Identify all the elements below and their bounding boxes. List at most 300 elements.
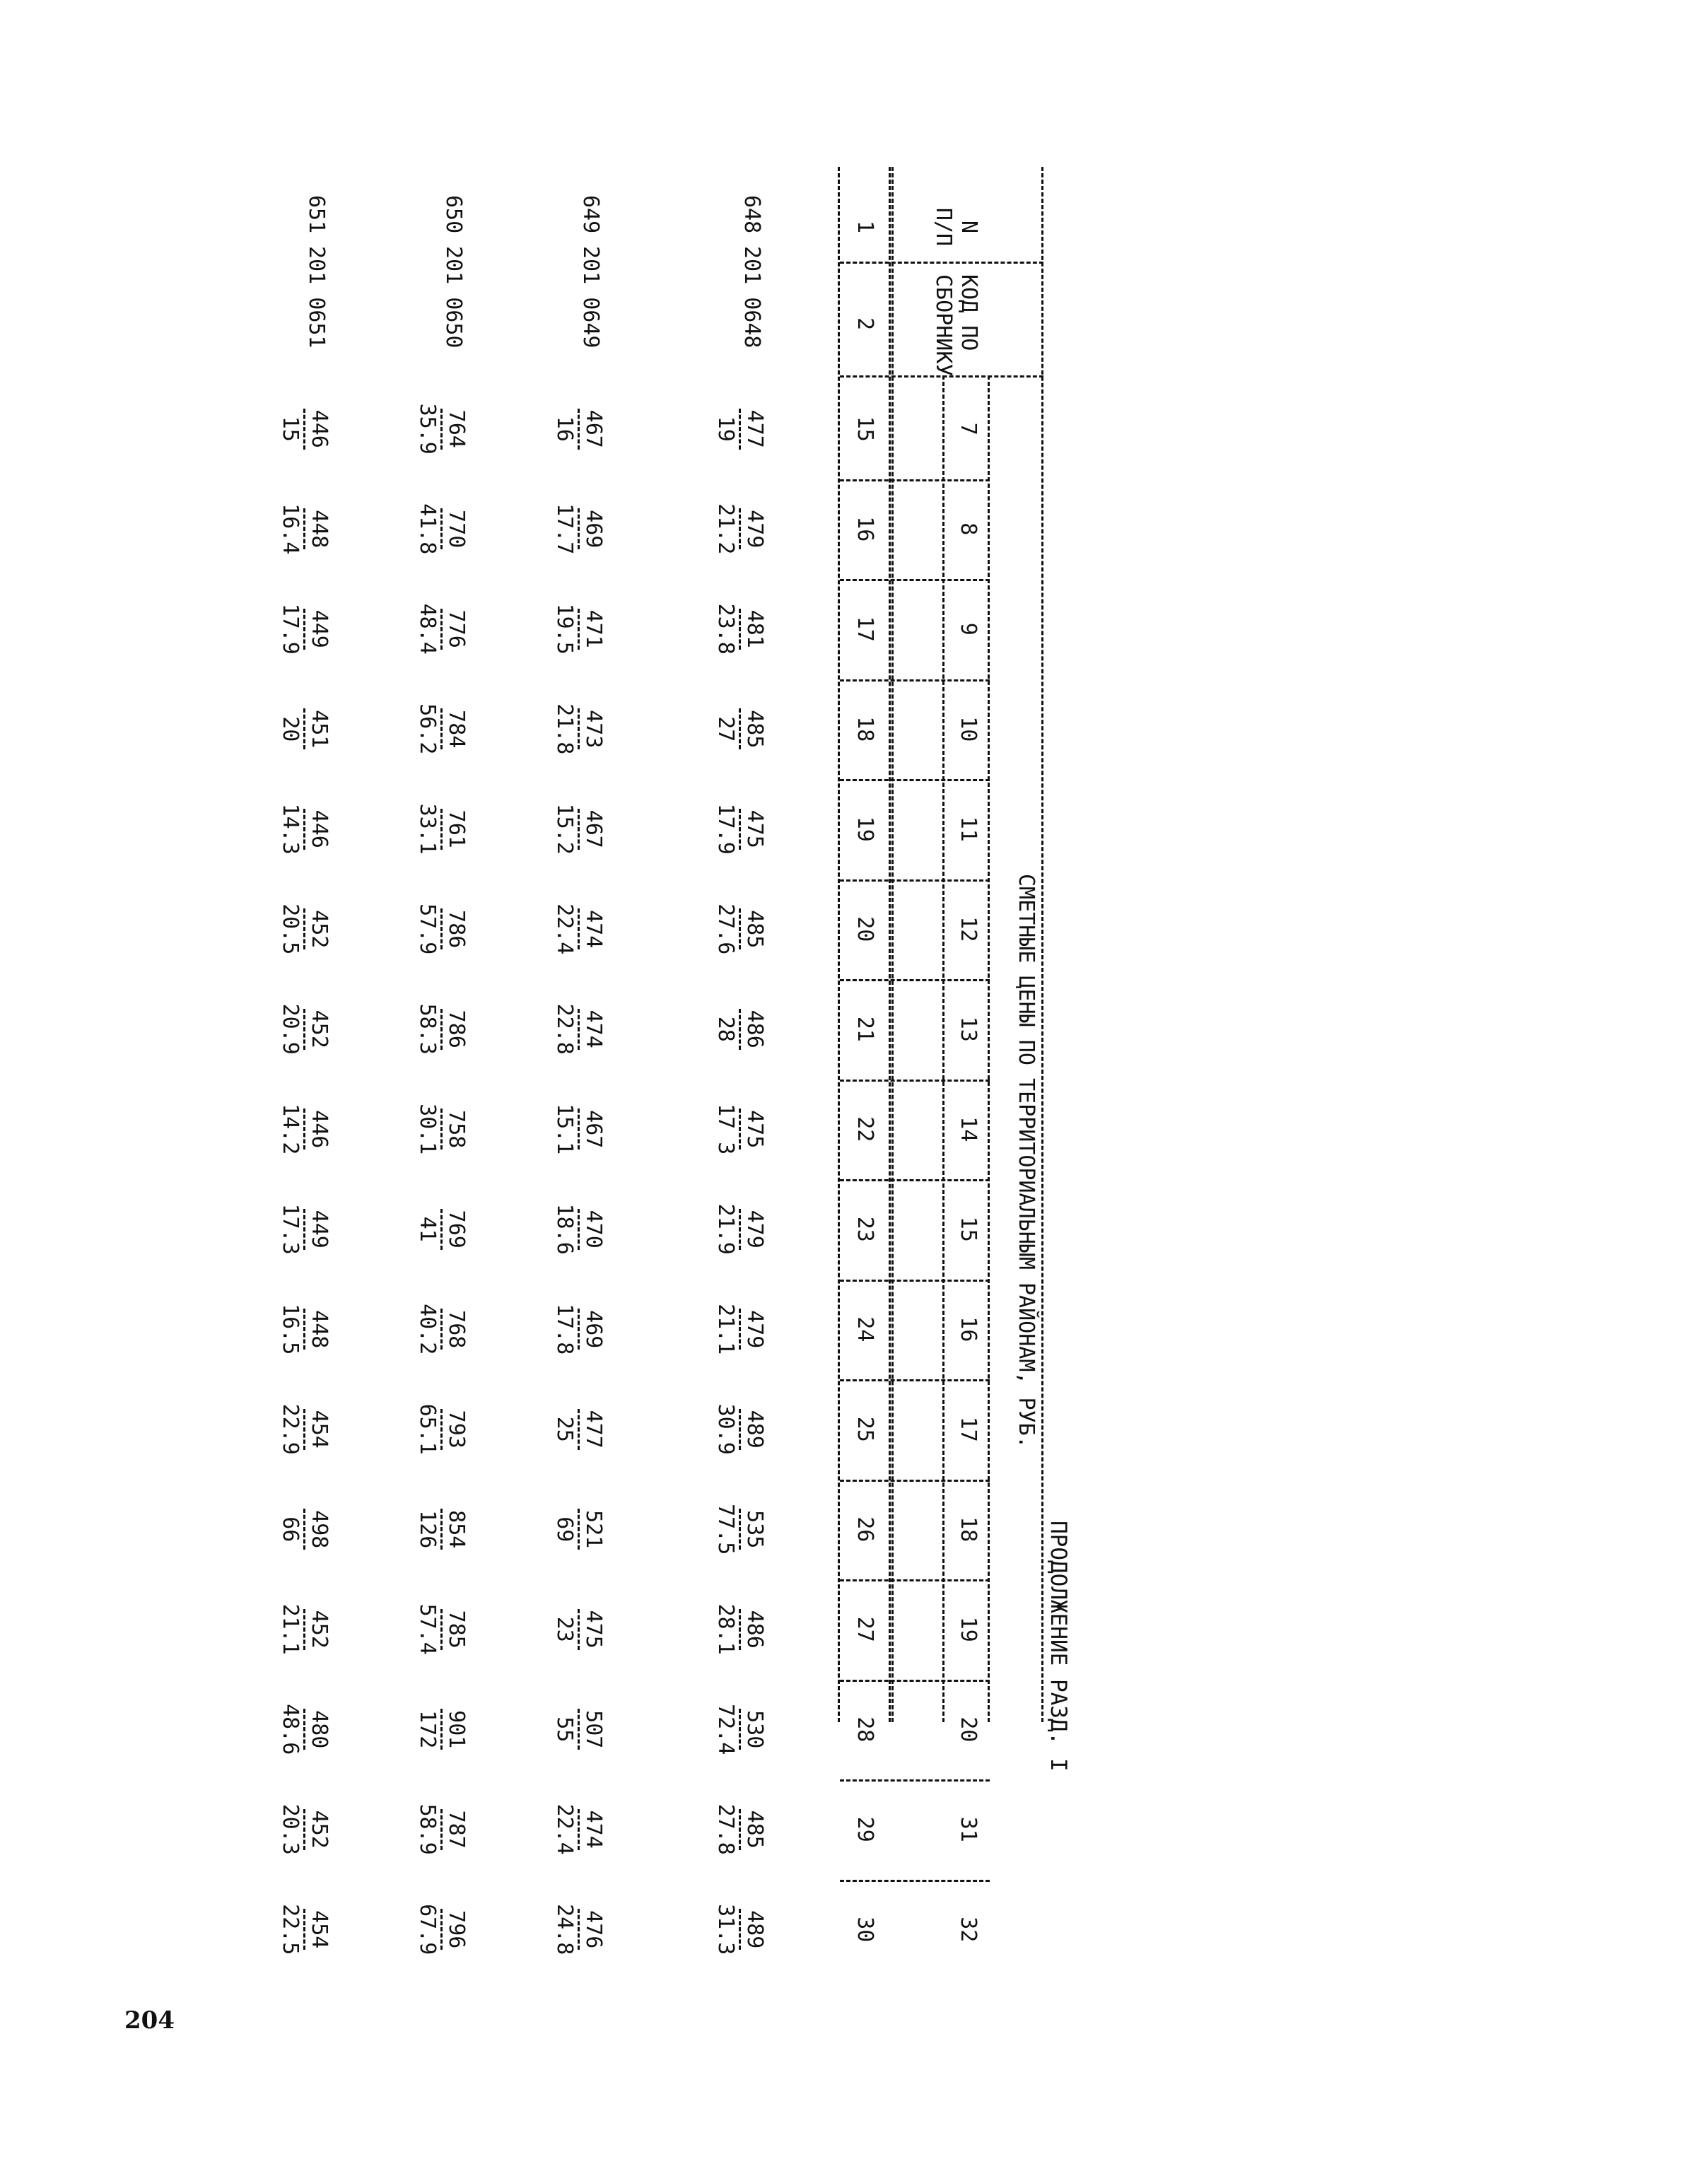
price-cell (415, 1094, 468, 1164)
price-subvalue: 126 (415, 1510, 440, 1549)
fraction-bar (303, 1409, 305, 1450)
sep-col-5 (840, 879, 990, 882)
price-value: 477 (581, 1410, 606, 1449)
fraction-bar (578, 1109, 580, 1150)
price-cell (278, 1294, 331, 1364)
price-subvalue: 17 3 (713, 1104, 738, 1155)
column-index: 20 (853, 916, 877, 942)
price-subvalue: 16.4 (278, 503, 303, 555)
fraction-bar (578, 508, 580, 549)
region-number: 9 (956, 622, 981, 636)
price-value: 480 (307, 1710, 332, 1749)
price-value: 446 (307, 1110, 332, 1149)
price-value: 479 (742, 1310, 767, 1349)
price-cell (713, 1194, 766, 1265)
sep-col-11 (840, 1480, 990, 1482)
price-cell (713, 1394, 766, 1465)
price-subvalue: 22.9 (278, 1403, 303, 1455)
price-subvalue: 18.6 (552, 1203, 577, 1255)
price-value: 786 (444, 1010, 469, 1048)
fraction-bar (440, 1309, 443, 1350)
price-value: 498 (307, 1510, 332, 1549)
rule-region-bottom (942, 375, 944, 1722)
column-index: 27 (853, 1616, 877, 1642)
price-subvalue: 35.9 (415, 403, 440, 455)
fraction-bar (739, 1909, 741, 1950)
price-subvalue: 24.8 (552, 1904, 577, 1955)
fraction-bar (578, 908, 580, 949)
region-number: 32 (956, 1917, 981, 1943)
price-value: 786 (444, 910, 469, 949)
column-index: 15 (853, 416, 877, 442)
price-value: 476 (581, 1910, 606, 1949)
price-value: 758 (444, 1110, 469, 1149)
sep-col-10 (840, 1379, 990, 1381)
price-cell (415, 1894, 468, 1965)
price-subvalue: 20 (278, 716, 303, 742)
price-value: 475 (581, 1610, 606, 1649)
price-subvalue: 20.9 (278, 1003, 303, 1055)
region-number: 16 (956, 1316, 981, 1343)
price-cell (552, 1194, 605, 1265)
price-subvalue: 14.3 (278, 803, 303, 855)
price-value: 784 (444, 710, 469, 749)
price-subvalue: 23 (552, 1616, 577, 1642)
price-cell (415, 1194, 468, 1265)
sep-n-code (840, 262, 1043, 264)
price-subvalue: 17.8 (552, 1304, 577, 1355)
price-value: 474 (581, 1010, 606, 1048)
price-cell (713, 1594, 766, 1665)
column-index: 18 (853, 716, 877, 742)
price-cell (552, 1794, 605, 1865)
price-subvalue: 21.1 (278, 1603, 303, 1655)
fraction-bar (578, 809, 580, 850)
price-subvalue: 14.2 (278, 1104, 303, 1155)
fraction-bar (303, 609, 305, 650)
price-value: 452 (307, 1810, 332, 1849)
price-cell (552, 1894, 605, 1965)
fraction-bar (440, 1409, 443, 1450)
rule-header-bottom (889, 167, 891, 1722)
price-cell (415, 394, 468, 464)
price-cell (552, 493, 605, 564)
sep-col-2 (840, 579, 990, 581)
price-cell (278, 1394, 331, 1465)
fraction-bar (578, 1309, 580, 1350)
fraction-bar (578, 1809, 580, 1850)
fraction-bar (440, 508, 443, 549)
price-value: 471 (581, 609, 606, 648)
price-cell (713, 694, 766, 764)
region-number: 11 (956, 816, 981, 842)
price-cell (278, 1794, 331, 1865)
row-code: 201 0650 (441, 246, 466, 349)
price-cell (552, 694, 605, 764)
fraction-bar (739, 1709, 741, 1750)
region-number: 18 (956, 1516, 981, 1543)
fraction-bar (440, 1009, 443, 1050)
sep-col-8 (840, 1179, 990, 1181)
price-cell (552, 1494, 605, 1564)
region-number: 8 (956, 522, 981, 536)
price-subvalue: 21.1 (713, 1304, 738, 1355)
price-value: 796 (444, 1910, 469, 1949)
price-value: 469 (581, 510, 606, 549)
fraction-bar (440, 1909, 443, 1950)
fraction-bar (739, 809, 741, 850)
fraction-bar (440, 809, 443, 850)
fraction-bar (303, 708, 305, 749)
price-value: 446 (307, 409, 332, 448)
price-value: 452 (307, 910, 332, 949)
sep-col-7 (840, 1080, 990, 1082)
price-value: 764 (444, 409, 469, 448)
price-value: 761 (444, 809, 469, 848)
fraction-bar (578, 708, 580, 749)
price-cell (552, 1294, 605, 1364)
price-subvalue: 17.3 (278, 1203, 303, 1255)
fraction-bar (739, 908, 741, 949)
price-cell (713, 1494, 766, 1564)
fraction-bar (578, 409, 580, 450)
price-cell (278, 994, 331, 1065)
section-title: ПРОДОЛЖЕНИЕ РАЗД. I (1046, 1521, 1071, 1772)
price-value: 486 (742, 1010, 767, 1048)
rule-header-double (891, 167, 894, 1722)
column-index: 22 (853, 1116, 877, 1142)
price-value: 454 (307, 1910, 332, 1949)
price-subvalue: 65.1 (415, 1403, 440, 1455)
fraction-bar (739, 508, 741, 549)
fraction-bar (578, 1909, 580, 1950)
price-subvalue: 72.4 (713, 1704, 738, 1755)
fraction-bar (303, 409, 305, 450)
price-value: 449 (307, 609, 332, 648)
fraction-bar (739, 609, 741, 650)
price-subvalue: 57.4 (415, 1603, 440, 1655)
price-cell (278, 894, 331, 964)
sep-col-12 (840, 1579, 990, 1581)
fraction-bar (578, 1609, 580, 1650)
fraction-bar (739, 1309, 741, 1350)
rule-index-bottom (838, 167, 840, 1722)
price-value: 452 (307, 1010, 332, 1048)
column-index: 16 (853, 516, 877, 542)
fraction-bar (440, 1609, 443, 1650)
price-subvalue: 17.7 (552, 503, 577, 555)
price-value: 469 (581, 1310, 606, 1349)
price-cell (278, 694, 331, 764)
sep-col-6 (840, 979, 990, 981)
fraction-bar (303, 1909, 305, 1950)
price-value: 507 (581, 1710, 606, 1749)
header-code: КОД ПО СБОРНИКУ (931, 274, 981, 377)
price-subvalue: 22.5 (278, 1904, 303, 1955)
price-cell (713, 394, 766, 464)
price-cell (278, 1094, 331, 1164)
price-subvalue: 16 (552, 416, 577, 442)
price-value: 489 (742, 1910, 767, 1949)
row-number: 651 (304, 195, 329, 234)
price-cell (415, 594, 468, 665)
price-value: 901 (444, 1710, 469, 1749)
price-value: 475 (742, 1110, 767, 1149)
price-cell (278, 1894, 331, 1965)
fraction-bar (440, 1709, 443, 1750)
price-cell (552, 1594, 605, 1665)
region-number: 10 (956, 716, 981, 742)
price-cell (713, 493, 766, 564)
fraction-bar (578, 1209, 580, 1250)
price-value: 446 (307, 809, 332, 848)
fraction-bar (440, 1209, 443, 1250)
fraction-bar (440, 1509, 443, 1550)
price-value: 489 (742, 1410, 767, 1449)
price-subvalue: 67.9 (415, 1904, 440, 1955)
price-value: 467 (581, 1110, 606, 1149)
price-subvalue: 20.5 (278, 903, 303, 955)
price-cell (278, 1694, 331, 1765)
row-code: 201 0648 (739, 246, 764, 349)
price-subvalue: 55 (552, 1716, 577, 1743)
fraction-bar (739, 1609, 741, 1650)
price-subvalue: 66 (278, 1516, 303, 1543)
price-cell (278, 394, 331, 464)
price-cell (552, 1394, 605, 1465)
fraction-bar (440, 708, 443, 749)
price-value: 475 (742, 809, 767, 848)
fraction-bar (303, 1309, 305, 1350)
price-subvalue: 58.9 (415, 1803, 440, 1855)
region-number: 20 (956, 1716, 981, 1743)
fraction-bar (303, 1009, 305, 1050)
fraction-bar (440, 609, 443, 650)
price-value: 448 (307, 510, 332, 549)
price-subvalue: 57.9 (415, 903, 440, 955)
price-subvalue: 77.5 (713, 1504, 738, 1555)
region-number: 12 (956, 916, 981, 942)
column-index: 26 (853, 1516, 877, 1543)
region-number: 31 (956, 1816, 981, 1842)
page-number: 204 (124, 2006, 175, 2035)
price-subvalue: 56.2 (415, 703, 440, 755)
price-value: 768 (444, 1310, 469, 1349)
sep-col-4 (840, 779, 990, 781)
price-cell (415, 894, 468, 964)
price-value: 474 (581, 910, 606, 949)
fraction-bar (739, 1809, 741, 1850)
region-number: 17 (956, 1416, 981, 1442)
row-code: 201 0651 (304, 246, 329, 349)
fraction-bar (303, 1609, 305, 1650)
region-number: 15 (956, 1216, 981, 1242)
price-subvalue: 21.9 (713, 1203, 738, 1255)
rule-top (1041, 167, 1043, 1722)
price-cell (713, 894, 766, 964)
header-n: N П/П (931, 207, 981, 247)
sep-col-9 (840, 1280, 990, 1282)
column-index: 17 (853, 616, 877, 642)
column-index: 30 (853, 1917, 877, 1943)
price-subvalue: 19 (713, 416, 738, 442)
row-number: 650 (441, 195, 466, 234)
column-index: 25 (853, 1416, 877, 1442)
price-cell (415, 1594, 468, 1665)
price-subvalue: 28.1 (713, 1603, 738, 1655)
price-cell (552, 394, 605, 464)
price-subvalue: 31.3 (713, 1904, 738, 1955)
sep-col-1 (840, 479, 990, 481)
price-value: 769 (444, 1210, 469, 1248)
column-index: 19 (853, 816, 877, 842)
price-subvalue: 40.2 (415, 1304, 440, 1355)
column-index: 24 (853, 1316, 877, 1343)
fraction-bar (440, 1809, 443, 1850)
price-cell (278, 1494, 331, 1564)
price-cell (415, 1294, 468, 1364)
price-value: 467 (581, 409, 606, 448)
fraction-bar (578, 1509, 580, 1550)
price-subvalue: 17.9 (278, 603, 303, 655)
price-subvalue: 20.3 (278, 1803, 303, 1855)
price-value: 530 (742, 1710, 767, 1749)
price-subvalue: 15 (278, 416, 303, 442)
price-subvalue: 15.2 (552, 803, 577, 855)
price-cell (713, 1294, 766, 1364)
price-cell (552, 894, 605, 964)
price-value: 449 (307, 1210, 332, 1248)
fraction-bar (303, 508, 305, 549)
price-value: 776 (444, 609, 469, 648)
price-value: 793 (444, 1410, 469, 1449)
sep-col-15 (840, 1880, 990, 1882)
rule-group-bottom (988, 375, 990, 1722)
price-cell (415, 493, 468, 564)
region-number: 14 (956, 1116, 981, 1142)
price-cell (415, 1394, 468, 1465)
fraction-bar (440, 908, 443, 949)
price-subvalue: 16.5 (278, 1304, 303, 1355)
region-number: 7 (956, 422, 981, 435)
header-group-title: СМЕТНЫЕ ЦЕНЫ ПО ТЕРРИТОРИАЛЬНЫМ РАЙОНАМ, РУБ. (1014, 874, 1039, 1449)
price-cell (415, 1794, 468, 1865)
price-subvalue: 41.8 (415, 503, 440, 555)
price-cell (278, 1594, 331, 1665)
row-number: 648 (739, 195, 764, 234)
fraction-bar (303, 1809, 305, 1850)
fraction-bar (303, 1209, 305, 1250)
fraction-bar (739, 409, 741, 450)
price-value: 473 (581, 710, 606, 749)
price-subvalue: 21.8 (552, 703, 577, 755)
fraction-bar (440, 409, 443, 450)
price-subvalue: 48.4 (415, 603, 440, 655)
price-cell (713, 1094, 766, 1164)
fraction-bar (578, 609, 580, 650)
rotated-price-table (49, 167, 1071, 1955)
price-value: 535 (742, 1510, 767, 1549)
price-subvalue: 15.1 (552, 1104, 577, 1155)
price-subvalue: 69 (552, 1516, 577, 1543)
fraction-bar (303, 1509, 305, 1550)
price-cell (713, 594, 766, 665)
price-subvalue: 23.8 (713, 603, 738, 655)
region-number: 13 (956, 1016, 981, 1042)
column-index: 2 (853, 317, 877, 331)
price-subvalue: 27 (713, 716, 738, 742)
price-subvalue: 22.4 (552, 1803, 577, 1855)
price-cell (713, 1794, 766, 1865)
fraction-bar (303, 1109, 305, 1150)
price-value: 770 (444, 510, 469, 549)
row-number: 649 (578, 195, 603, 234)
price-value: 467 (581, 809, 606, 848)
price-cell (415, 794, 468, 865)
price-subvalue: 58.3 (415, 1003, 440, 1055)
price-cell (552, 1694, 605, 1765)
price-value: 479 (742, 1210, 767, 1248)
price-subvalue: 172 (415, 1710, 440, 1749)
price-value: 485 (742, 910, 767, 949)
fraction-bar (303, 908, 305, 949)
fraction-bar (303, 1709, 305, 1750)
price-value: 486 (742, 1610, 767, 1649)
price-cell (278, 1194, 331, 1265)
sep-col-14 (840, 1779, 990, 1782)
price-value: 477 (742, 409, 767, 448)
price-cell (552, 994, 605, 1065)
sep-col-3 (840, 679, 990, 682)
price-subvalue: 17.9 (713, 803, 738, 855)
price-subvalue: 22.8 (552, 1003, 577, 1055)
fraction-bar (739, 1409, 741, 1450)
sep-col-13 (840, 1680, 990, 1682)
fraction-bar (739, 1509, 741, 1550)
price-cell (278, 794, 331, 865)
price-cell (415, 694, 468, 764)
fraction-bar (303, 809, 305, 850)
price-subvalue: 22.4 (552, 903, 577, 955)
price-value: 452 (307, 1610, 332, 1649)
sep-code-prices (840, 375, 1043, 378)
region-number: 19 (956, 1616, 981, 1642)
price-cell (278, 594, 331, 665)
column-index: 28 (853, 1716, 877, 1743)
row-code: 201 0649 (578, 246, 603, 349)
price-value: 448 (307, 1310, 332, 1349)
price-value: 454 (307, 1410, 332, 1449)
column-index: 1 (853, 220, 877, 234)
price-value: 785 (444, 1610, 469, 1649)
fraction-bar (739, 708, 741, 749)
fraction-bar (578, 1709, 580, 1750)
price-subvalue: 33.1 (415, 803, 440, 855)
price-value: 485 (742, 1810, 767, 1849)
price-cell (713, 1894, 766, 1965)
price-value: 854 (444, 1510, 469, 1549)
price-cell (552, 794, 605, 865)
price-cell (552, 1094, 605, 1164)
price-cell (278, 493, 331, 564)
price-value: 481 (742, 609, 767, 648)
price-subvalue: 30.9 (713, 1403, 738, 1455)
price-cell (713, 994, 766, 1065)
price-cell (415, 1494, 468, 1564)
price-subvalue: 27.8 (713, 1803, 738, 1855)
price-value: 787 (444, 1810, 469, 1849)
price-value: 474 (581, 1810, 606, 1849)
